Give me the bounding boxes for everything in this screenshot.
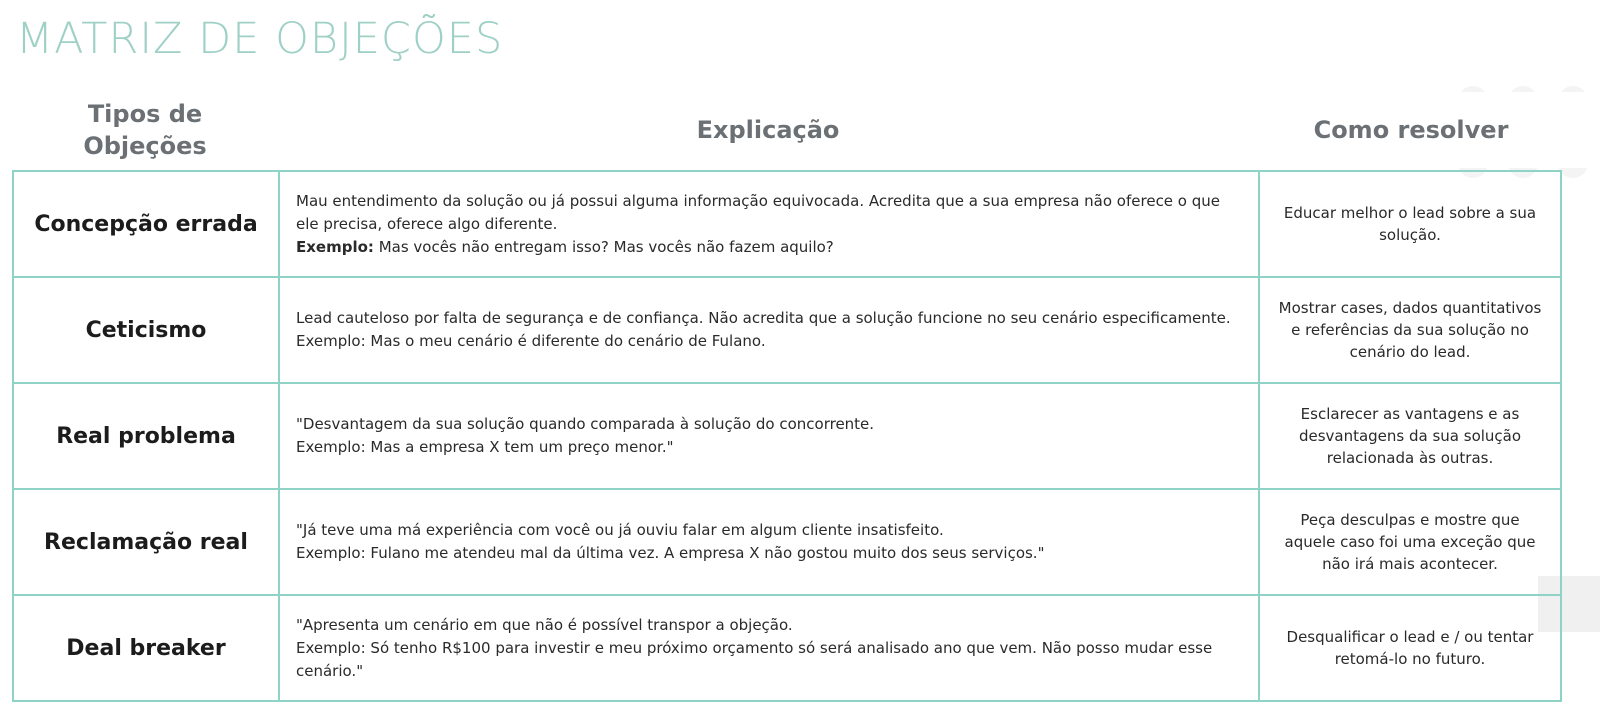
example-text: Exemplo: Mas o meu cenário é diferente do cenário de Fulano. [296, 332, 766, 350]
objection-solution: Desqualificar o lead e / ou tentar retomá-lo no futuro. [1286, 628, 1534, 668]
objection-explanation [280, 278, 1260, 382]
example-text: Mas vocês não entregam isso? Mas vocês não fazem aquilo? [373, 237, 834, 256]
explanation-text: "Desvantagem da sua solução quando comparada à solução do concorrente. [296, 415, 875, 433]
header-solve: Como resolver [1313, 116, 1509, 144]
example-text: Exemplo: Fulano me atendeu mal da última vez. A empresa X não gostou muito dos seus serviços." [296, 544, 1045, 562]
objection-explanation [280, 384, 1260, 488]
objection-solution: Educar melhor o lead sobre a sua solução. [1283, 204, 1537, 244]
example-label: Exemplo: [296, 237, 374, 256]
example-line [296, 236, 1242, 259]
explanation-text: "Apresenta um cenário em que não é possível transpor a objeção. [296, 615, 793, 634]
example-text: Exemplo: Mas a empresa X tem um preço menor." [296, 438, 674, 456]
page-title: MATRIZ DE OBJEÇÕES [16, 14, 504, 64]
objection-type: Ceticismo [14, 278, 280, 382]
objection-type: Real problema [14, 384, 280, 488]
table-row [14, 382, 1560, 488]
objections-table [12, 170, 1562, 702]
table-row [14, 488, 1560, 594]
objection-type: Reclamação real [14, 490, 280, 594]
explanation-text: "Já teve uma má experiência com você ou já ouviu falar em algum cliente insatisfeito. [296, 521, 944, 539]
table-row [14, 594, 1560, 700]
table-row [14, 172, 1560, 276]
table-row [14, 276, 1560, 382]
objection-solution: Mostrar cases, dados quantitativos e referências da sua solução no cenário do lead. [1278, 299, 1542, 361]
objection-type: Concepção errada [14, 172, 280, 276]
objection-type: Deal breaker [14, 596, 280, 700]
objection-solution: Peça desculpas e mostre que aquele caso foi uma exceção que não irá mais acontecer. [1284, 511, 1536, 573]
example-text: Exemplo: Só tenho R$100 para investir e meu próximo orçamento só será analisado ano que vem. Não posso mudar esse cenário." [296, 638, 1213, 680]
header-explanation: Explicação [696, 116, 840, 144]
header-types [12, 92, 278, 168]
objection-explanation [280, 490, 1260, 594]
explanation-text: Lead cauteloso por falta de segurança e de confiança. Não acredita que a solução funcione no seu cenário especificamente. [296, 309, 1231, 327]
table-header [12, 92, 1588, 168]
objection-explanation [280, 596, 1260, 700]
header-types-label: Tipos de Objeções [83, 100, 207, 160]
explanation-text: Mau entendimento da solução ou já possui alguma informação equivocada. Acredita que a sua empresa não oferece o que ele precisa, oferece algo diferente. [296, 191, 1221, 233]
objection-explanation [280, 172, 1260, 276]
objection-solution: Esclarecer as vantagens e as desvantagens da sua solução relacionada às outras. [1298, 405, 1522, 467]
